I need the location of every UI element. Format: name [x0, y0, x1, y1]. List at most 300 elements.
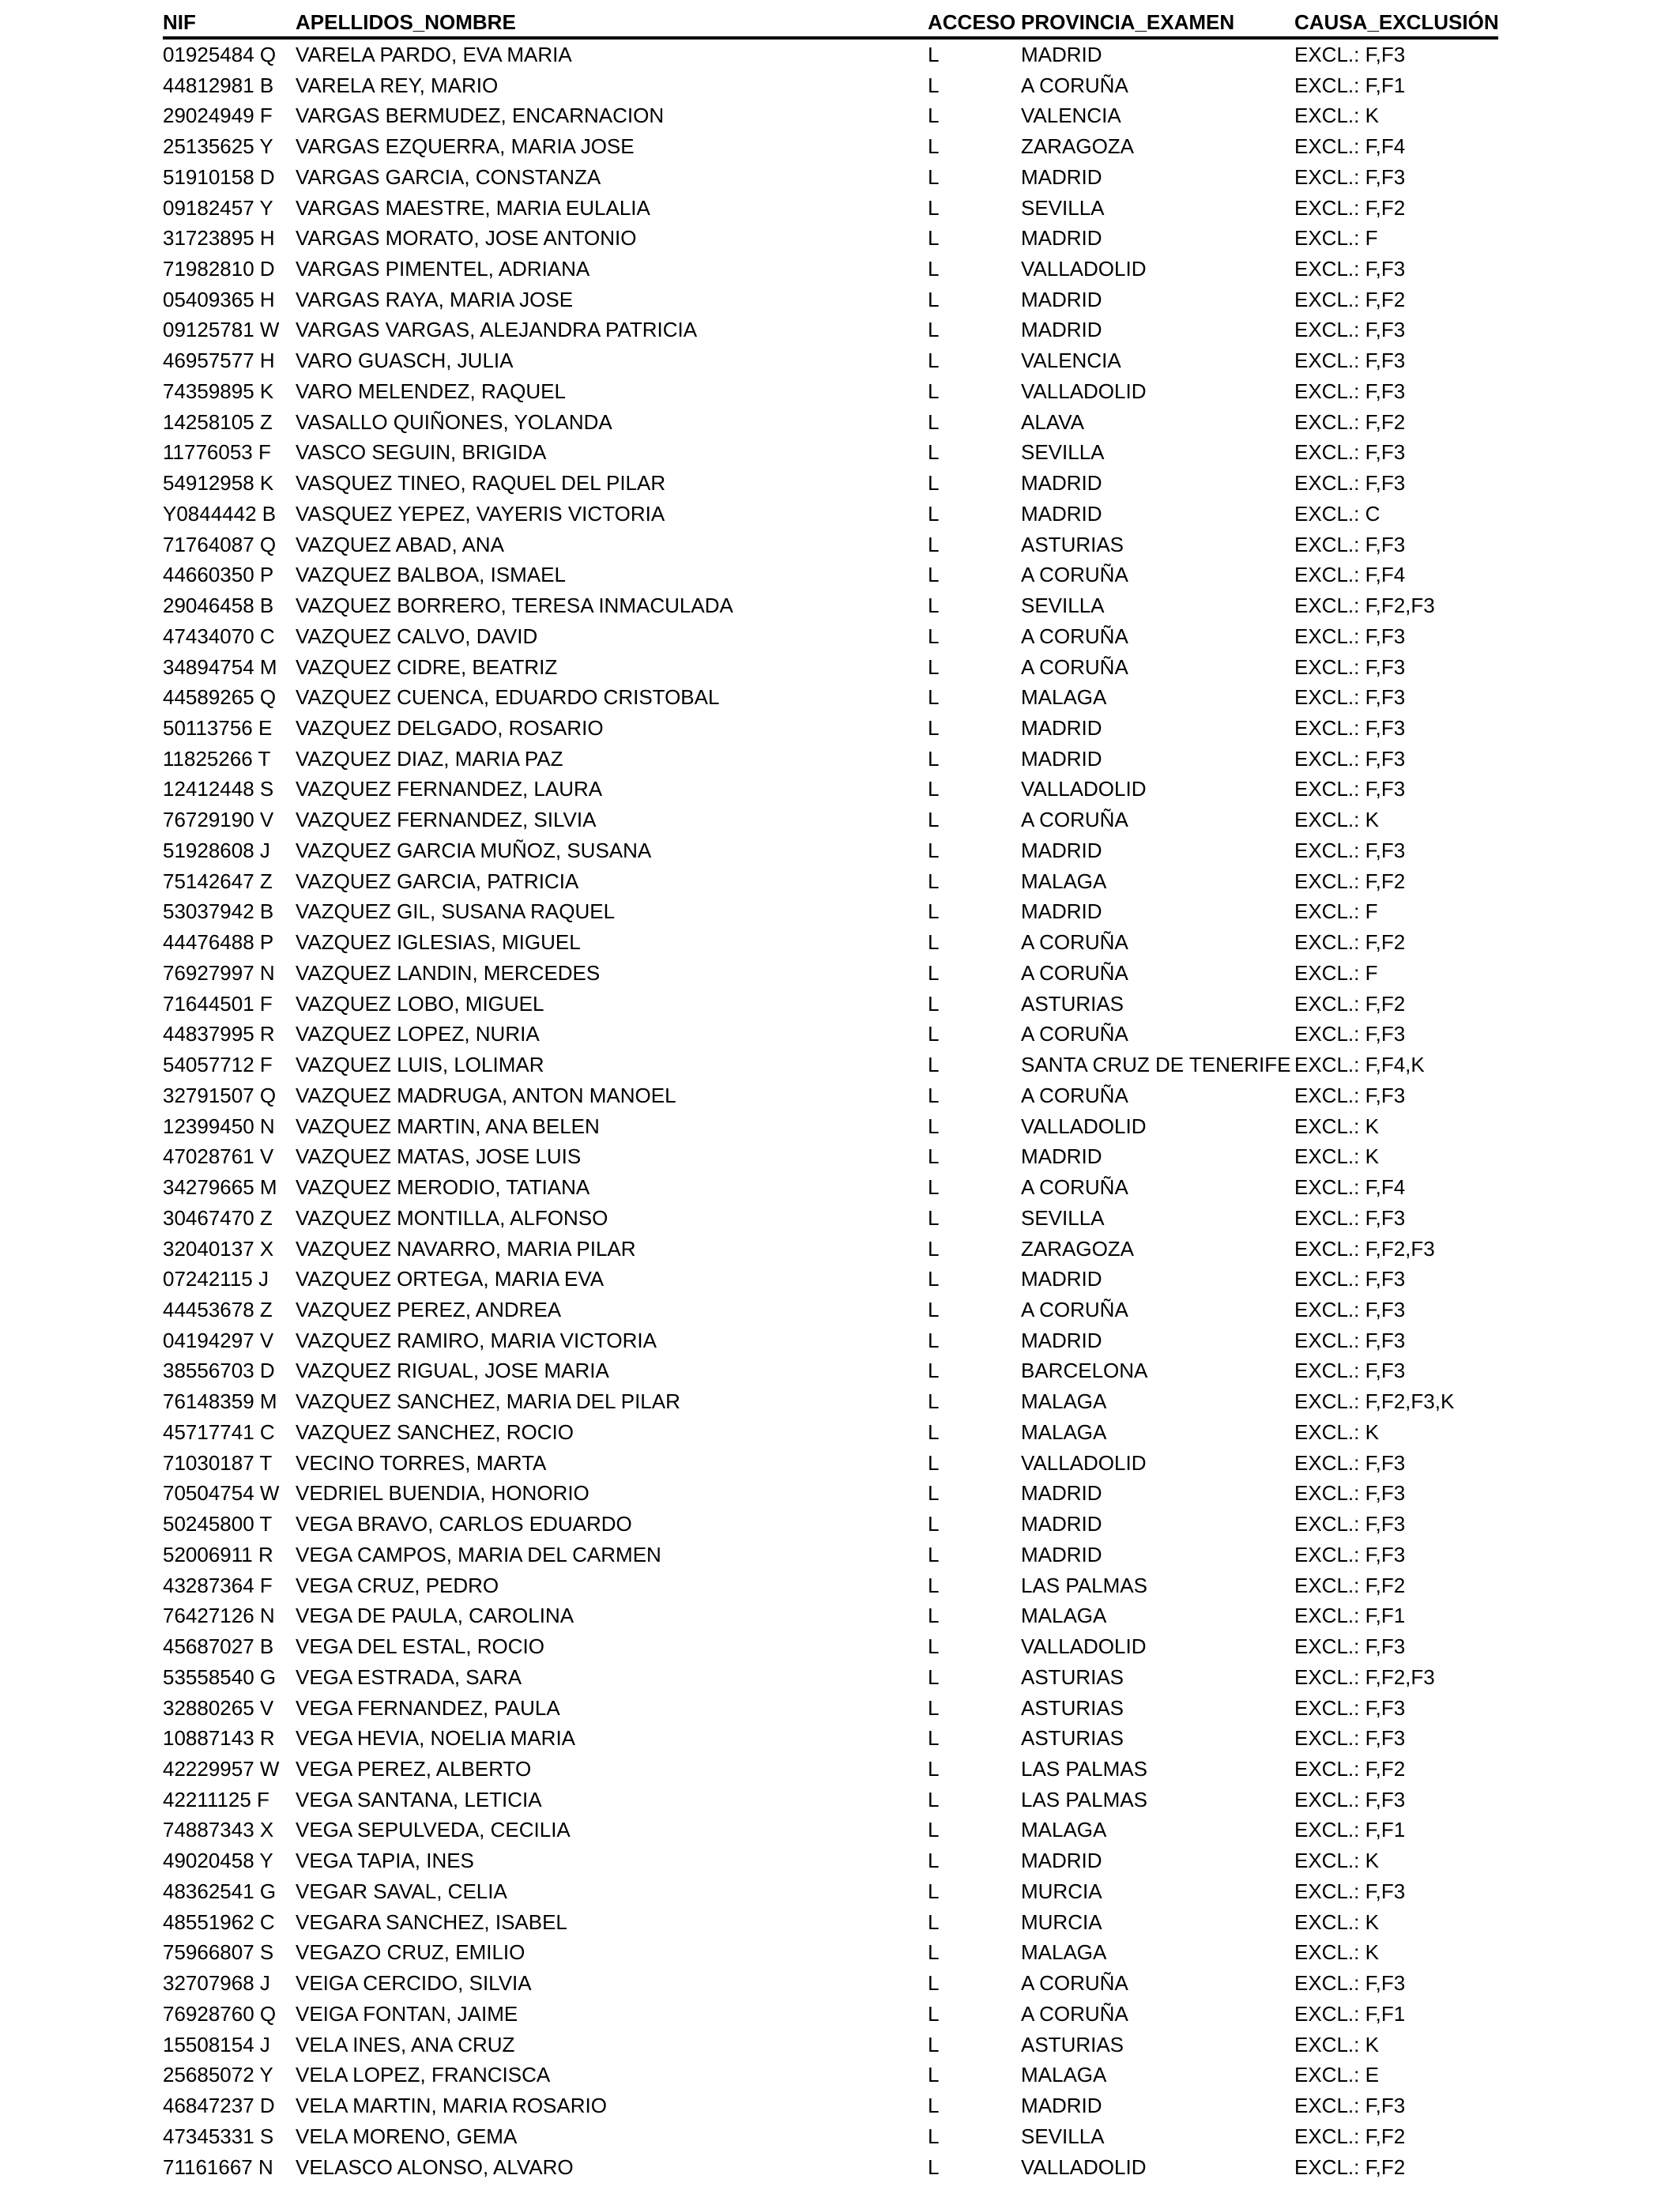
cell-causa-exclusion: EXCL.: K	[1294, 1419, 1379, 1444]
cell-apellidos-nombre: VAZQUEZ LOPEZ, NURIA	[296, 1022, 540, 1046]
table-row	[163, 2121, 1506, 2152]
cell-nif: 32791507 Q	[163, 1083, 277, 1107]
cell-apellidos-nombre: VAZQUEZ FERNANDEZ, SILVIA	[296, 808, 597, 832]
cell-provincia-examen: MADRID	[1021, 899, 1102, 924]
cell-causa-exclusion: EXCL.: F,F2	[1294, 1756, 1406, 1781]
cell-provincia-examen: A CORUÑA	[1021, 624, 1128, 648]
cell-causa-exclusion: EXCL.: F,F3	[1294, 746, 1406, 771]
cell-acceso: L	[928, 1604, 940, 1628]
cell-causa-exclusion: EXCL.: F,F2	[1294, 409, 1406, 434]
cell-apellidos-nombre: VARELA PARDO, EVA MARIA	[296, 42, 572, 66]
cell-nif: 74887343 X	[163, 1818, 274, 1842]
cell-acceso: L	[928, 930, 940, 955]
table-row	[163, 1264, 1506, 1295]
cell-nif: 38556703 D	[163, 1359, 275, 1383]
table-row	[163, 1907, 1506, 1938]
cell-apellidos-nombre: VARELA REY, MARIO	[296, 73, 499, 97]
cell-causa-exclusion: EXCL.: K	[1294, 1909, 1379, 1934]
table-row	[163, 376, 1506, 407]
cell-apellidos-nombre: VAZQUEZ MONTILLA, ALFONSO	[296, 1205, 608, 1230]
table-row	[163, 1968, 1506, 1999]
cell-provincia-examen: MALAGA	[1021, 869, 1107, 893]
table-row	[163, 1020, 1506, 1050]
cell-acceso: L	[928, 1053, 940, 1077]
cell-provincia-examen: SEVILLA	[1021, 440, 1105, 465]
cell-causa-exclusion: EXCL.: K	[1294, 1144, 1379, 1169]
cell-apellidos-nombre: VAZQUEZ MERODIO, TATIANA	[296, 1175, 590, 1200]
cell-causa-exclusion: EXCL.: F,F3	[1294, 440, 1406, 465]
cell-acceso: L	[928, 2094, 940, 2118]
cell-nif: 44453678 Z	[163, 1297, 273, 1321]
cell-provincia-examen: VALLADOLID	[1021, 257, 1147, 281]
table-row	[163, 775, 1506, 805]
table-row	[163, 1479, 1506, 1510]
cell-apellidos-nombre: VARGAS EZQUERRA, MARIA JOSE	[296, 134, 635, 159]
table-row	[163, 193, 1506, 224]
cell-apellidos-nombre: VARO GUASCH, JULIA	[296, 349, 514, 373]
cell-nif: 51910158 D	[163, 164, 275, 189]
cell-acceso: L	[928, 1971, 940, 1996]
table-row	[163, 805, 1506, 835]
cell-provincia-examen: VALLADOLID	[1021, 1450, 1147, 1475]
table-row	[163, 1386, 1506, 1417]
table-row	[163, 866, 1506, 897]
cell-provincia-examen: MADRID	[1021, 1267, 1102, 1291]
cell-nif: 25685072 Y	[163, 2063, 273, 2087]
cell-acceso: L	[928, 991, 940, 1016]
cell-acceso: L	[928, 1879, 940, 1903]
cell-apellidos-nombre: VEGA FERNANDEZ, PAULA	[296, 1695, 560, 1720]
cell-acceso: L	[928, 2001, 940, 2026]
cell-nif: 71764087 Q	[163, 532, 277, 556]
cell-nif: 75966807 S	[163, 1940, 274, 1965]
cell-apellidos-nombre: VAZQUEZ IGLESIAS, MIGUEL	[296, 930, 581, 955]
cell-nif: 71030187 T	[163, 1450, 273, 1475]
cell-provincia-examen: ASTURIAS	[1021, 991, 1124, 1016]
table-row	[163, 1234, 1506, 1265]
table-row	[163, 1754, 1506, 1785]
cell-causa-exclusion: EXCL.: F,F3	[1294, 685, 1406, 710]
cell-causa-exclusion: EXCL.: F,F3	[1294, 42, 1406, 66]
cell-nif: 48362541 G	[163, 1879, 277, 1903]
cell-apellidos-nombre: VAZQUEZ ABAD, ANA	[296, 532, 504, 556]
table-row	[163, 1570, 1506, 1601]
cell-nif: 74359895 K	[163, 379, 274, 403]
table-row	[163, 468, 1506, 499]
cell-acceso: L	[928, 1909, 940, 1934]
cell-causa-exclusion: EXCL.: F,F3	[1294, 1879, 1406, 1903]
cell-acceso: L	[928, 1389, 940, 1414]
cell-apellidos-nombre: VEIGA FONTAN, JAIME	[296, 2001, 518, 2026]
cell-causa-exclusion: EXCL.: F,F3	[1294, 1297, 1406, 1321]
cell-provincia-examen: A CORUÑA	[1021, 2001, 1128, 2026]
cell-acceso: L	[928, 349, 940, 373]
cell-provincia-examen: LAS PALMAS	[1021, 1573, 1147, 1597]
cell-causa-exclusion: EXCL.: F,F2,F3,K	[1294, 1389, 1455, 1414]
cell-acceso: L	[928, 1664, 940, 1689]
cell-apellidos-nombre: VEGA PEREZ, ALBERTO	[296, 1756, 532, 1781]
cell-causa-exclusion: EXCL.: F,F2	[1294, 930, 1406, 955]
cell-provincia-examen: MALAGA	[1021, 1940, 1107, 1965]
cell-nif: 32040137 X	[163, 1236, 274, 1261]
cell-nif: 14258105 Z	[163, 409, 273, 434]
cell-provincia-examen: LAS PALMAS	[1021, 1787, 1147, 1811]
cell-provincia-examen: MADRID	[1021, 838, 1102, 862]
cell-causa-exclusion: EXCL.: F,F3	[1294, 471, 1406, 496]
cell-nif: 48551962 C	[163, 1909, 275, 1934]
cell-provincia-examen: A CORUÑA	[1021, 1175, 1128, 1200]
cell-nif: 47434070 C	[163, 624, 275, 648]
cell-nif: 54912958 K	[163, 471, 274, 496]
cell-acceso: L	[928, 960, 940, 985]
cell-acceso: L	[928, 1175, 940, 1200]
cell-causa-exclusion: EXCL.: F,F2	[1294, 1573, 1406, 1597]
cell-causa-exclusion: EXCL.: K	[1294, 1940, 1379, 1965]
table-row	[163, 1540, 1506, 1570]
cell-apellidos-nombre: VAZQUEZ GARCIA, PATRICIA	[296, 869, 579, 893]
cell-provincia-examen: A CORUÑA	[1021, 930, 1128, 955]
cell-nif: 44812981 B	[163, 73, 274, 97]
cell-nif: 34279665 M	[163, 1175, 277, 1200]
cell-apellidos-nombre: VAZQUEZ DIAZ, MARIA PAZ	[296, 746, 563, 771]
cell-nif: 44589265 Q	[163, 685, 277, 710]
table-row	[163, 438, 1506, 469]
cell-acceso: L	[928, 594, 940, 618]
cell-provincia-examen: A CORUÑA	[1021, 654, 1128, 679]
table-row	[163, 2030, 1506, 2060]
cell-provincia-examen: VALENCIA	[1021, 104, 1121, 128]
cell-apellidos-nombre: VARGAS MORATO, JOSE ANTONIO	[296, 226, 637, 251]
cell-provincia-examen: A CORUÑA	[1021, 808, 1128, 832]
cell-acceso: L	[928, 624, 940, 648]
cell-acceso: L	[928, 1328, 940, 1352]
cell-causa-exclusion: EXCL.: K	[1294, 2032, 1379, 2056]
cell-provincia-examen: SEVILLA	[1021, 594, 1105, 618]
cell-causa-exclusion: EXCL.: K	[1294, 104, 1379, 128]
cell-provincia-examen: MADRID	[1021, 1144, 1102, 1169]
table-row	[163, 1662, 1506, 1693]
cell-provincia-examen: A CORUÑA	[1021, 1022, 1128, 1046]
table-row	[163, 530, 1506, 560]
cell-acceso: L	[928, 869, 940, 893]
cell-apellidos-nombre: VEGA HEVIA, NOELIA MARIA	[296, 1726, 576, 1751]
cell-apellidos-nombre: VEGA BRAVO, CARLOS EDUARDO	[296, 1512, 632, 1536]
cell-causa-exclusion: EXCL.: F,F3	[1294, 257, 1406, 281]
cell-apellidos-nombre: VAZQUEZ LANDIN, MERCEDES	[296, 960, 601, 985]
cell-provincia-examen: SANTA CRUZ DE TENERIFE	[1021, 1053, 1291, 1077]
cell-apellidos-nombre: VAZQUEZ LUIS, LOLIMAR	[296, 1053, 544, 1077]
cell-acceso: L	[928, 379, 940, 403]
cell-apellidos-nombre: VARGAS MAESTRE, MARIA EULALIA	[296, 195, 650, 220]
cell-provincia-examen: ALAVA	[1021, 409, 1084, 434]
cell-nif: 25135625 Y	[163, 134, 273, 159]
cell-provincia-examen: SEVILLA	[1021, 195, 1105, 220]
cell-provincia-examen: MADRID	[1021, 1328, 1102, 1352]
cell-provincia-examen: VALLADOLID	[1021, 1634, 1147, 1659]
table-row	[163, 1815, 1506, 1846]
cell-acceso: L	[928, 1542, 940, 1566]
cell-apellidos-nombre: VAZQUEZ RAMIRO, MARIA VICTORIA	[296, 1328, 657, 1352]
cell-provincia-examen: ZARAGOZA	[1021, 134, 1135, 159]
table-row	[163, 1631, 1506, 1662]
cell-nif: 34894754 M	[163, 654, 277, 679]
cell-provincia-examen: MADRID	[1021, 501, 1102, 526]
cell-causa-exclusion: EXCL.: F,F3	[1294, 838, 1406, 862]
cell-causa-exclusion: EXCL.: F,F3	[1294, 318, 1406, 342]
header-nif: NIF	[163, 9, 196, 34]
cell-causa-exclusion: EXCL.: F,F4,K	[1294, 1053, 1425, 1077]
table-row	[163, 1693, 1506, 1724]
header-causa-exclusion: CAUSA_EXCLUSIÓN	[1294, 9, 1499, 34]
cell-nif: 30467470 Z	[163, 1205, 273, 1230]
cell-apellidos-nombre: VEGA TAPIA, INES	[296, 1849, 474, 1873]
cell-causa-exclusion: EXCL.: F,F3	[1294, 654, 1406, 679]
table-row	[163, 254, 1506, 285]
cell-provincia-examen: MADRID	[1021, 1512, 1102, 1536]
cell-acceso: L	[928, 287, 940, 311]
table-row	[163, 1080, 1506, 1111]
cell-apellidos-nombre: VAZQUEZ MARTIN, ANA BELEN	[296, 1114, 600, 1138]
cell-causa-exclusion: EXCL.: K	[1294, 1849, 1379, 1873]
cell-apellidos-nombre: VEIGA CERCIDO, SILVIA	[296, 1971, 532, 1996]
table-row	[163, 1723, 1506, 1754]
cell-provincia-examen: MADRID	[1021, 318, 1102, 342]
cell-acceso: L	[928, 1756, 940, 1781]
cell-nif: 71161667 N	[163, 2154, 273, 2179]
cell-apellidos-nombre: VEGA DE PAULA, CAROLINA	[296, 1604, 574, 1628]
cell-causa-exclusion: EXCL.: F	[1294, 899, 1378, 924]
table-row	[163, 1111, 1506, 1142]
cell-nif: 04194297 V	[163, 1328, 274, 1352]
table-row	[163, 499, 1506, 530]
cell-apellidos-nombre: VECINO TORRES, MARTA	[296, 1450, 547, 1475]
header-acceso: ACCESO	[928, 9, 1016, 34]
cell-acceso: L	[928, 1849, 940, 1873]
cell-nif: 46957577 H	[163, 349, 275, 373]
cell-apellidos-nombre: VARGAS GARCIA, CONSTANZA	[296, 164, 601, 189]
cell-nif: 50113756 E	[163, 716, 273, 741]
cell-acceso: L	[928, 1818, 940, 1842]
cell-apellidos-nombre: VAZQUEZ RIGUAL, JOSE MARIA	[296, 1359, 609, 1383]
table-row	[163, 1999, 1506, 2030]
cell-nif: Y0844442 B	[163, 501, 277, 526]
cell-causa-exclusion: EXCL.: F,F3	[1294, 532, 1406, 556]
cell-nif: 44476488 P	[163, 930, 274, 955]
cell-acceso: L	[928, 42, 940, 66]
table-row	[163, 131, 1506, 162]
cell-acceso: L	[928, 1726, 940, 1751]
cell-provincia-examen: SEVILLA	[1021, 2124, 1105, 2148]
table-row	[163, 1600, 1506, 1631]
cell-acceso: L	[928, 1573, 940, 1597]
table-row	[163, 345, 1506, 376]
cell-acceso: L	[928, 1450, 940, 1475]
cell-provincia-examen: VALLADOLID	[1021, 1114, 1147, 1138]
cell-causa-exclusion: EXCL.: E	[1294, 2063, 1379, 2087]
table-row	[163, 2152, 1506, 2183]
table-header	[163, 8, 1498, 40]
cell-causa-exclusion: EXCL.: F,F1	[1294, 2001, 1406, 2026]
cell-provincia-examen: MALAGA	[1021, 1419, 1107, 1444]
table-row	[163, 40, 1506, 70]
header-apellidos-nombre: APELLIDOS_NOMBRE	[296, 9, 516, 34]
cell-apellidos-nombre: VAZQUEZ SANCHEZ, ROCIO	[296, 1419, 574, 1444]
table-row	[163, 1509, 1506, 1540]
cell-nif: 45687027 B	[163, 1634, 274, 1659]
table-row	[163, 713, 1506, 744]
cell-acceso: L	[928, 73, 940, 97]
cell-apellidos-nombre: VEGA CAMPOS, MARIA DEL CARMEN	[296, 1542, 661, 1566]
cell-apellidos-nombre: VASQUEZ YEPEZ, VAYERIS VICTORIA	[296, 501, 665, 526]
table-row	[163, 652, 1506, 683]
cell-acceso: L	[928, 104, 940, 128]
cell-provincia-examen: A CORUÑA	[1021, 1297, 1128, 1321]
cell-acceso: L	[928, 2063, 940, 2087]
cell-provincia-examen: BARCELONA	[1021, 1359, 1148, 1383]
table-row	[163, 1050, 1506, 1080]
cell-apellidos-nombre: VEGAR SAVAL, CELIA	[296, 1879, 507, 1903]
cell-causa-exclusion: EXCL.: F,F2	[1294, 869, 1406, 893]
cell-nif: 53558540 G	[163, 1664, 277, 1689]
cell-causa-exclusion: EXCL.: C	[1294, 501, 1381, 526]
cell-apellidos-nombre: VAZQUEZ MATAS, JOSE LUIS	[296, 1144, 582, 1169]
table-row	[163, 1203, 1506, 1234]
cell-apellidos-nombre: VAZQUEZ DELGADO, ROSARIO	[296, 716, 604, 741]
cell-apellidos-nombre: VELA LOPEZ, FRANCISCA	[296, 2063, 551, 2087]
cell-acceso: L	[928, 654, 940, 679]
cell-acceso: L	[928, 1083, 940, 1107]
cell-nif: 51928608 J	[163, 838, 270, 862]
cell-nif: 42211125 F	[163, 1787, 269, 1811]
cell-apellidos-nombre: VAZQUEZ FERNANDEZ, LAURA	[296, 777, 603, 801]
cell-causa-exclusion: EXCL.: F,F2	[1294, 287, 1406, 311]
cell-provincia-examen: MADRID	[1021, 716, 1102, 741]
table-row	[163, 1356, 1506, 1387]
cell-provincia-examen: MADRID	[1021, 1542, 1102, 1566]
cell-provincia-examen: MALAGA	[1021, 685, 1107, 710]
cell-acceso: L	[928, 716, 940, 741]
cell-provincia-examen: ASTURIAS	[1021, 1695, 1124, 1720]
cell-apellidos-nombre: VEGARA SANCHEZ, ISABEL	[296, 1909, 567, 1934]
cell-causa-exclusion: EXCL.: F,F2,F3	[1294, 1236, 1435, 1261]
cell-acceso: L	[928, 226, 940, 251]
table-row	[163, 223, 1506, 254]
cell-nif: 09125781 W	[163, 318, 280, 342]
cell-causa-exclusion: EXCL.: K	[1294, 808, 1379, 832]
cell-causa-exclusion: EXCL.: F,F3	[1294, 164, 1406, 189]
cell-apellidos-nombre: VELASCO ALONSO, ALVARO	[296, 2154, 574, 2179]
cell-causa-exclusion: EXCL.: F	[1294, 226, 1378, 251]
cell-causa-exclusion: EXCL.: F,F2,F3	[1294, 594, 1435, 618]
cell-causa-exclusion: EXCL.: F,F3	[1294, 379, 1406, 403]
cell-provincia-examen: MALAGA	[1021, 1818, 1107, 1842]
cell-provincia-examen: MADRID	[1021, 471, 1102, 496]
cell-provincia-examen: MALAGA	[1021, 1389, 1107, 1414]
table-row	[163, 621, 1506, 652]
cell-causa-exclusion: EXCL.: F,F3	[1294, 349, 1406, 373]
cell-provincia-examen: VALLADOLID	[1021, 2154, 1147, 2179]
table-row	[163, 897, 1506, 928]
cell-causa-exclusion: EXCL.: F,F3	[1294, 777, 1406, 801]
cell-apellidos-nombre: VELA MARTIN, MARIA ROSARIO	[296, 2094, 607, 2118]
cell-acceso: L	[928, 685, 940, 710]
cell-causa-exclusion: EXCL.: F,F1	[1294, 1604, 1406, 1628]
cell-apellidos-nombre: VAZQUEZ GIL, SUSANA RAQUEL	[296, 899, 616, 924]
cell-provincia-examen: LAS PALMAS	[1021, 1756, 1147, 1781]
cell-provincia-examen: ASTURIAS	[1021, 1664, 1124, 1689]
cell-apellidos-nombre: VEGA SANTANA, LETICIA	[296, 1787, 542, 1811]
cell-causa-exclusion: EXCL.: F,F3	[1294, 1450, 1406, 1475]
cell-causa-exclusion: EXCL.: F,F3	[1294, 1267, 1406, 1291]
cell-apellidos-nombre: VAZQUEZ CIDRE, BEATRIZ	[296, 654, 558, 679]
cell-nif: 76927997 N	[163, 960, 275, 985]
cell-apellidos-nombre: VEGA ESTRADA, SARA	[296, 1664, 522, 1689]
cell-apellidos-nombre: VARGAS VARGAS, ALEJANDRA PATRICIA	[296, 318, 698, 342]
table-row	[163, 315, 1506, 346]
cell-acceso: L	[928, 838, 940, 862]
table-row	[163, 1325, 1506, 1356]
table-row	[163, 744, 1506, 775]
cell-nif: 45717741 C	[163, 1419, 275, 1444]
cell-causa-exclusion: EXCL.: F,F3	[1294, 624, 1406, 648]
table-row	[163, 1295, 1506, 1325]
cell-apellidos-nombre: VASCO SEGUIN, BRIGIDA	[296, 440, 547, 465]
table-row	[163, 927, 1506, 958]
cell-provincia-examen: VALLADOLID	[1021, 379, 1147, 403]
table-row	[163, 1448, 1506, 1479]
cell-provincia-examen: ZARAGOZA	[1021, 1236, 1135, 1261]
cell-nif: 70504754 W	[163, 1481, 280, 1506]
cell-provincia-examen: A CORUÑA	[1021, 1083, 1128, 1107]
cell-nif: 32707968 J	[163, 1971, 270, 1996]
cell-provincia-examen: MURCIA	[1021, 1879, 1102, 1903]
cell-provincia-examen: MADRID	[1021, 2094, 1102, 2118]
cell-acceso: L	[928, 440, 940, 465]
cell-nif: 76729190 V	[163, 808, 274, 832]
cell-apellidos-nombre: VARGAS RAYA, MARIA JOSE	[296, 287, 574, 311]
cell-provincia-examen: MALAGA	[1021, 1604, 1107, 1628]
cell-causa-exclusion: EXCL.: F,F4	[1294, 134, 1406, 159]
table-row	[163, 1876, 1506, 1907]
cell-provincia-examen: MADRID	[1021, 42, 1102, 66]
cell-causa-exclusion: EXCL.: F,F3	[1294, 1634, 1406, 1659]
cell-nif: 32880265 V	[163, 1695, 274, 1720]
cell-nif: 76148359 M	[163, 1389, 277, 1414]
cell-provincia-examen: SEVILLA	[1021, 1205, 1105, 1230]
cell-nif: 12412448 S	[163, 777, 274, 801]
table-row	[163, 1172, 1506, 1203]
cell-causa-exclusion: EXCL.: F	[1294, 960, 1378, 985]
cell-nif: 43287364 F	[163, 1573, 273, 1597]
cell-nif: 54057712 F	[163, 1053, 273, 1077]
cell-apellidos-nombre: VELA INES, ANA CRUZ	[296, 2032, 515, 2056]
cell-provincia-examen: MADRID	[1021, 164, 1102, 189]
cell-acceso: L	[928, 164, 940, 189]
cell-provincia-examen: MADRID	[1021, 226, 1102, 251]
cell-causa-exclusion: EXCL.: F,F2	[1294, 991, 1406, 1016]
cell-nif: 11825266 T	[163, 746, 271, 771]
cell-provincia-examen: MALAGA	[1021, 2063, 1107, 2087]
cell-acceso: L	[928, 1144, 940, 1169]
exclusion-table	[163, 8, 1506, 2182]
cell-apellidos-nombre: VASQUEZ TINEO, RAQUEL DEL PILAR	[296, 471, 666, 496]
cell-causa-exclusion: EXCL.: F,F2,F3	[1294, 1664, 1435, 1689]
cell-acceso: L	[928, 1022, 940, 1046]
cell-apellidos-nombre: VAZQUEZ BORRERO, TERESA INMACULADA	[296, 594, 733, 618]
cell-acceso: L	[928, 1634, 940, 1659]
cell-acceso: L	[928, 1267, 940, 1291]
cell-nif: 29024949 F	[163, 104, 273, 128]
